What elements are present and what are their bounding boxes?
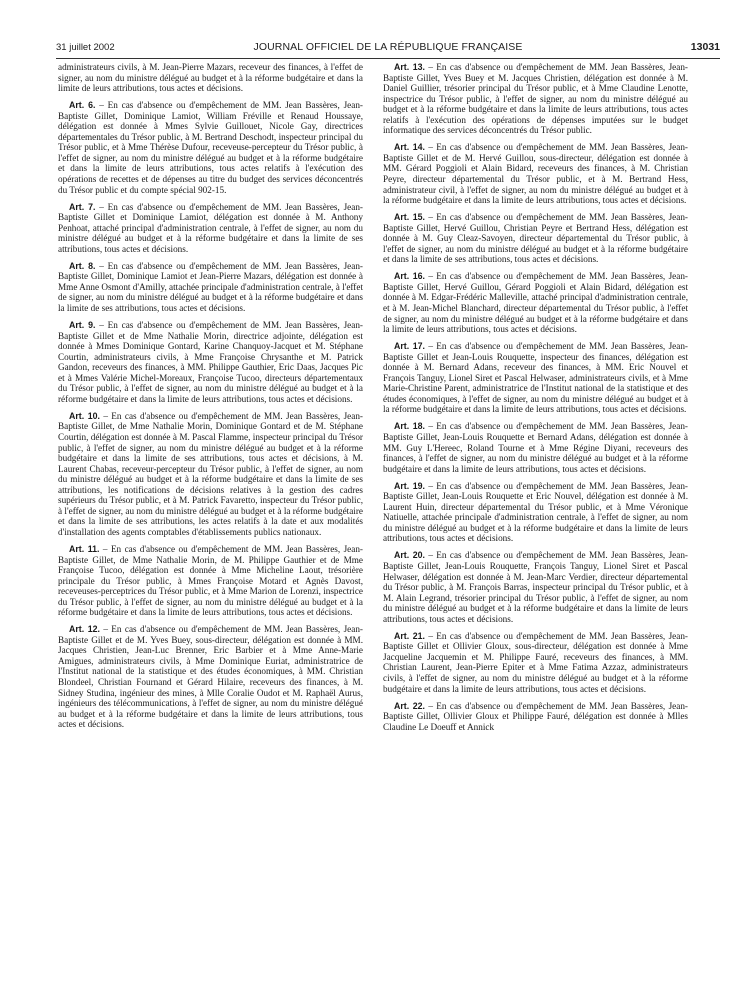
article-number: Art. 8.: [69, 260, 96, 271]
article-number: Art. 17.: [394, 341, 425, 352]
header-date: 31 juillet 2002: [56, 42, 115, 53]
header-page-number: 13031: [690, 41, 720, 53]
article-paragraph: Art. 16. – En cas d'absence ou d'empêchement de MM. Jean Bassères, Jean-Baptiste Gillet, Hervé Guillou, Gérard Poggioli et Alain Bidard, délégation est donnée à M. Edgar-Frédéric Malleville, attaché principal d'administration centrale, et à M. Jean-Michel Blanchard, directeur départemental du Trésor public, à l'effet de signer, au nom du ministre délégué au budget et à la réforme budgétaire et dans la limite de leurs attributions, tous actes et décisions.: [383, 271, 688, 335]
article-number: Art. 15.: [394, 212, 425, 223]
left-column: [58, 62, 363, 984]
article-paragraph: Art. 18. – En cas d'absence ou d'empêchement de MM. Jean Bassères, Jean-Baptiste Gillet, Jean-Louis Rouquette et Bernard Adans, délégation est donnée à MM. Guy L'Hereec, Roland Tourne et à Mme Régine Diyani, receveurs des finances, à l'effet de signer, au nom du ministre délégué au budget et à la réforme budgétaire et dans la limite de leurs attributions, tous actes et décisions.: [383, 421, 688, 474]
article-paragraph: Art. 17. – En cas d'absence ou d'empêchement de MM. Jean Bassères, Jean-Baptiste Gillet et Jean-Louis Rouquette, inspecteur des finances, délégation est donnée à M. Bernard Adans, receveur des finances, à MM. Eric Nouvel et François Tanguy, Lionel Siret et Pascal Helwaser, administrateurs civils, et à Mme Marie-Christine Parent, administratrice de l'Institut national de la statistique et des études économiques, à l'effet de signer, au nom du ministre délégué au budget et à la réforme budgétaire et dans la limite de leurs attributions, tous actes et décisions.: [383, 341, 688, 415]
article-number: Art. 20.: [394, 550, 425, 561]
article-number: Art. 18.: [394, 421, 425, 432]
article-paragraph: Art. 6. – En cas d'absence ou d'empêchement de MM. Jean Bassères, Jean-Baptiste Gillet, Dominique Lamiot, William Fréville et Renaud Houssaye, délégation est donnée à Mmes Sylvie Guillouet, Nicole Gay, directrices départementales du Trésor public, à M. Bertrand Deschodt, inspecteur principal du Trésor public, et à Mme Thérèse Dufour, receveuse-percepteur du Trésor public, à l'effet de signer, au nom du ministre délégué au budget et à la réforme budgétaire et dans la limite de leurs attributions, tous actes relatifs à l'exécution des opérations de recettes et de dépenses au titre du budget des services déconcentrés du Trésor public et du compte spécial 902-15.: [58, 100, 363, 195]
article-number: Art. 21.: [394, 630, 425, 641]
article-number: Art. 6.: [69, 100, 96, 111]
article-number: Art. 9.: [69, 320, 96, 331]
article-paragraph: Art. 19. – En cas d'absence ou d'empêchement de MM. Jean Bassères, Jean-Baptiste Gillet, Jean-Louis Rouquette et Eric Nouvel, délégation est donnée à M. Laurent Huin, directeur départemental du Trésor public, et à Mme Véronique Natiuelle, attachée principale d'administration centrale, à l'effet de signer, au nom du ministre délégué au budget et à la réforme budgétaire et dans la limite de leurs attributions, tous actes et décisions.: [383, 480, 688, 544]
article-number: Art. 19.: [394, 480, 425, 491]
header-title: JOURNAL OFFICIEL DE LA RÉPUBLIQUE FRANÇAISE: [253, 41, 523, 53]
right-column: [383, 62, 688, 984]
article-paragraph: Art. 8. – En cas d'absence ou d'empêchement de MM. Jean Bassères, Jean-Baptiste Gillet, Dominique Lamiot et Jean-Pierre Mazars, délégation est donnée à Mme Anne Osmont d'Amilly, attachée principale d'administration centrale, à l'effet de signer, au nom du ministre délégué au budget et à la réforme budgétaire et dans la limite de ses attributions, tous actes et décisions.: [58, 260, 363, 313]
header-rule: [56, 58, 720, 59]
article-number: Art. 13.: [394, 62, 425, 72]
article-paragraph: administrateurs civils, à M. Jean-Pierre Mazars, receveur des finances, à l'effet de signer, au nom du ministre délégué au budget et à la réforme budgétaire et dans la limite de leurs attributions, tous actes et décisions.: [58, 62, 363, 94]
article-number: Art. 14.: [394, 142, 425, 153]
article-number: Art. 16.: [394, 271, 425, 282]
article-paragraph: Art. 12. – En cas d'absence ou d'empêchement de MM. Jean Bassères, Jean-Baptiste Gillet et de M. Yves Buey, sous-directeur, délégation est donnée à MM. Jacques Christien, Jean-Luc Brenner, Eric Barbier et à Mme Anne-Marie Amigues, administrateurs civils, à Mme Dominique Euriat, administratrice de l'Institut national de la statistique et des études économiques, à MM. Christian Blondeel, Christian Fournand et Gérard Hilaire, receveurs des finances, à M. Sidney Studina, ingénieur des mines, à Mlle Coralie Oudot et M. Raphaël Aurus, ingénieurs des télécommunications, à l'effet de signer, au nom du ministre délégué au budget et à la réforme budgétaire et dans la limite de leurs attributions, tous actes et décisions.: [58, 624, 363, 730]
article-paragraph: Art. 14. – En cas d'absence ou d'empêchement de MM. Jean Bassères, Jean-Baptiste Gillet et de M. Hervé Guillou, sous-directeur, délégation est donnée à MM. Gérard Poggioli et Alain Bidard, receveurs des finances, à M. Christian Peyre, directeur départemental du Trésor public, et à M. Bertrand Hess, administrateur civil, à l'effet de signer, au nom du ministre délégué au budget et à la réforme budgétaire et dans la limite de leurs attributions, tous actes et décisions.: [383, 142, 688, 206]
article-paragraph: Art. 13. – En cas d'absence ou d'empêchement de MM. Jean Bassères, Jean-Baptiste Gillet, Yves Buey et M. Jacques Christien, délégation est donnée à M. Daniel Guillier, trésorier principal du Trésor public, et à Mme Claudine Lenotte, inspectrice du Trésor public, à l'effet de signer, au nom du ministre délégué au budget et à la réforme budgétaire et dans la limite de leurs attributions, tous actes relatifs à l'exécution des opérations de dépenses imputées sur le budget informatique des services déconcentrés du Trésor public.: [383, 62, 688, 136]
article-number: Art. 10.: [69, 410, 100, 421]
page-header: [56, 38, 720, 58]
article-number: Art. 7.: [69, 201, 96, 212]
article-paragraph: Art. 22. – En cas d'absence ou d'empêchement de MM. Jean Bassères, Jean-Baptiste Gillet, Ollivier Gloux et Philippe Fauré, délégation est donnée à Mlles Claudine Le Doeuff et Annick: [383, 700, 688, 732]
article-paragraph: Art. 20. – En cas d'absence ou d'empêchement de MM. Jean Bassères, Jean-Baptiste Gillet, Jean-Louis Rouquette, François Tanguy, Lionel Siret et Pascal Helwaser, délégation est donnée à M. Jean-Marc Verdier, directeur départemental du Trésor public, à M. François Barras, inspecteur principal du Trésor public, et à M. Alain Legrand, trésorier principal du Trésor public, à l'effet de signer, au nom du ministre délégué au budget et à la réforme budgétaire et dans la limite de leurs attributions, tous actes et décisions.: [383, 550, 688, 624]
article-paragraph: Art. 10. – En cas d'absence ou d'empêchement de MM. Jean Bassères, Jean-Baptiste Gillet, de Mme Nathalie Morin, Dominique Gontard et de M. Stéphane Courtin, délégation est donnée à M. Pascal Flamme, inspecteur principal du Trésor public, à l'effet de signer, au nom du ministre délégué au budget et à la réforme budgétaire et dans la limite de ses attributions, tous actes et décisions, à M. Laurent Chabas, receveur-percepteur du Trésor public, à l'effet de signer, au nom du ministre délégué au budget et à la réforme budgétaire et dans la limite de ses attributions, les notifications de décisions relatives à la gestion des cadres supérieurs du Trésor public, et à M. Patrick Favaretto, inspecteur du Trésor public, à l'effet de signer, au nom du ministre délégué au budget et à la réforme budgétaire et dans la limite de ses attributions, les actes relatifs à la date et aux modalités d'installation des agents comptables d'établissements publics nationaux.: [58, 410, 363, 537]
article-paragraph: Art. 15. – En cas d'absence ou d'empêchement de MM. Jean Bassères, Jean-Baptiste Gillet, Hervé Guillou, Christian Peyre et Bertrand Hess, délégation est donnée à M. Guy Cleaz-Savoyen, directeur départemental du Trésor public, à l'effet de signer, au nom du ministre délégué au budget et à la réforme budgétaire et dans la limite de ses attributions, tous actes et décisions.: [383, 212, 688, 265]
article-paragraph: Art. 7. – En cas d'absence ou d'empêchement de MM. Jean Bassères, Jean-Baptiste Gillet et Dominique Lamiot, délégation est donnée à M. Anthony Penhoat, attaché principal d'administration centrale, à l'effet de signer, au nom du ministre délégué au budget et à la réforme budgétaire et dans la limite de ses attributions, tous actes et décisions.: [58, 201, 363, 254]
article-paragraph: Art. 11. – En cas d'absence ou d'empêchement de MM. Jean Bassères, Jean-Baptiste Gillet, de Mme Nathalie Morin, de M. Philippe Gauthier et de Mme Françoise Tucoo, délégation est donnée à Mme Micheline Laout, trésorière principale du Trésor public, à Mmes Françoise Motard et Agnès Davost, receveuses-perceptrices du Trésor public, et à Mme Marion de Lorenzi, inspectrice du Trésor public, à l'effet de signer, au nom du ministre délégué au budget et à la réforme budgétaire et dans la limite de leurs attributions, tous actes et décisions.: [58, 543, 363, 618]
article-paragraph: Art. 21. – En cas d'absence ou d'empêchement de MM. Jean Bassères, Jean-Baptiste Gillet et Ollivier Gloux, sous-directeur, délégation est donnée à Mme Jacqueline Jacquemin et M. Philippe Fauré, receveurs des finances, à MM. Christian Laurent, Jean-Pierre Epiter et à Mme Fatima Azzaz, administrateurs civils, à l'effet de signer, au nom du ministre délégué au budget et à la réforme budgétaire et dans la limite de leurs attributions, tous actes et décisions.: [383, 630, 688, 694]
article-number: Art. 22.: [394, 700, 425, 711]
article-number: Art. 12.: [69, 624, 100, 635]
article-number: Art. 11.: [69, 543, 100, 554]
article-paragraph: Art. 9. – En cas d'absence ou d'empêchement de MM. Jean Bassères, Jean-Baptiste Gillet et de Mme Nathalie Morin, directrice adjointe, délégation est donnée à Mmes Dominique Gontard, Karine Chanquoy-Jacquet et M. Stéphane Courtin, administrateurs civils, à Mme Françoise Chrysanthe et M. Patrick Gandon, receveurs des finances, à MM. Philippe Gauthier, Eric Daas, Jacques Pic et à Mmes Valérie Michel-Moreaux, Françoise Tucoo, directeurs départementaux du Trésor public, à l'effet de signer, au nom du ministre délégué au budget et à la réforme budgétaire et dans la limite de leurs attributions, tous actes et décisions.: [58, 320, 363, 404]
